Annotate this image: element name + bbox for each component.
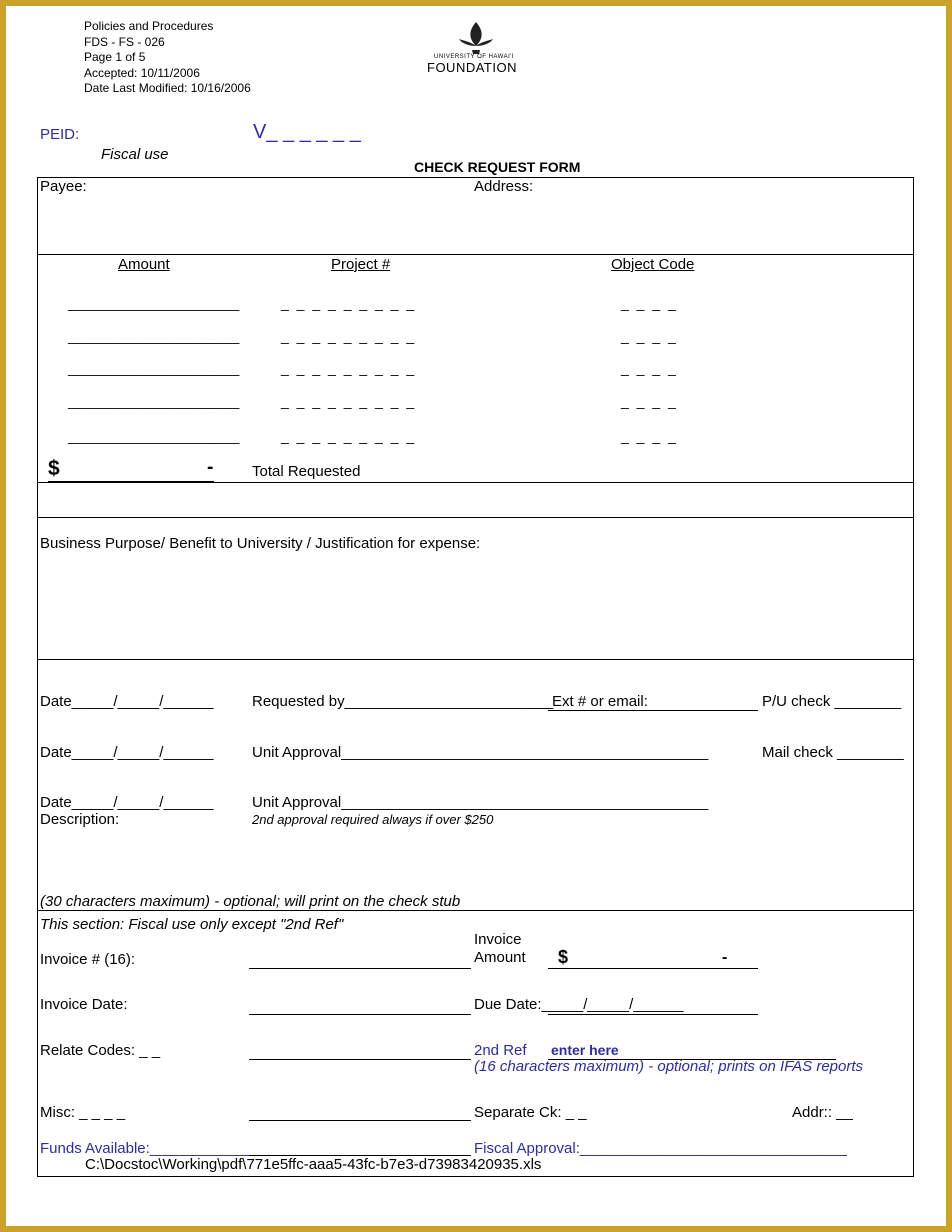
address-label: Address: — [474, 178, 534, 195]
header-line: Date Last Modified: 10/16/2006 — [84, 81, 251, 95]
file-path: C:\Docstoc\Working\pdf\771e5ffc-aaa5-43fc-b7e3-d73983420935.xls — [85, 1156, 542, 1173]
peid-value[interactable]: V_ _ _ _ _ _ — [253, 121, 361, 143]
amount-field[interactable]: ______________________ — [68, 360, 240, 376]
form-page — [6, 6, 946, 1226]
project-header: Project # — [331, 256, 391, 273]
separate-check-field[interactable]: Separate Ck: _ _ — [474, 1104, 587, 1121]
misc-label: Misc: _ _ _ _ — [40, 1104, 126, 1121]
header-line: Policies and Procedures — [84, 19, 214, 33]
divider — [37, 910, 913, 911]
due-date-field[interactable]: Due Date:_____/_____/______ — [474, 996, 684, 1013]
date-field[interactable]: Date_____/_____/______ — [40, 744, 214, 761]
invoice-amount-label: Amount — [474, 949, 526, 966]
header-line: Accepted: 10/11/2006 — [84, 66, 200, 80]
form-title: CHECK REQUEST FORM — [414, 159, 581, 175]
amount-field[interactable]: ______________________ — [68, 428, 240, 444]
project-field[interactable]: _ _ _ _ _ _ _ _ _ — [281, 393, 417, 409]
total-requested-label: Total Requested — [252, 463, 361, 480]
form-frame — [37, 177, 914, 1177]
ext-email-field[interactable] — [548, 710, 758, 711]
foundation-logo-icon — [456, 20, 496, 56]
second-approval-note: 2nd approval required always if over $250 — [252, 812, 494, 827]
object-code-field[interactable]: _ _ _ _ — [621, 360, 678, 376]
due-date-underline — [548, 1014, 758, 1015]
relate-codes-field[interactable] — [249, 1059, 471, 1060]
ref-limit-note: (16 characters maximum) - optional; prints on IFAS reports — [474, 1058, 864, 1075]
divider — [37, 482, 913, 483]
pu-check-field[interactable]: P/U check ________ — [762, 693, 902, 710]
payee-label: Payee: — [40, 178, 87, 195]
object-code-field[interactable]: _ _ _ _ — [621, 428, 678, 444]
logo-small-text: UNIVERSITY OF HAWAI'I — [434, 54, 515, 60]
char-limit-note: (30 characters maximum) - optional; will print on the check stub — [40, 893, 461, 910]
misc-field[interactable] — [249, 1120, 471, 1121]
invoice-date-label: Invoice Date: — [40, 996, 128, 1013]
fiscal-section-note: This section: Fiscal use only except "2nd Ref" — [40, 916, 344, 933]
invoice-dash: - — [722, 949, 728, 966]
header-line: FDS - FS - 026 — [84, 35, 165, 49]
project-field[interactable]: _ _ _ _ _ _ _ _ _ — [281, 328, 417, 344]
fiscal-approval-field[interactable]: Fiscal Approval:________________________________ — [474, 1140, 847, 1157]
object-code-field[interactable]: _ _ _ _ — [621, 393, 678, 409]
date-field[interactable]: Date_____/_____/______ — [40, 794, 214, 811]
description-field[interactable] — [38, 831, 910, 891]
invoice-number-field[interactable] — [249, 968, 471, 969]
date-field[interactable]: Date_____/_____/______ — [40, 693, 214, 710]
invoice-amount-label: Invoice — [474, 931, 522, 948]
fiscal-use-note: Fiscal use — [101, 146, 169, 163]
business-purpose-label: Business Purpose/ Benefit to University / Justification for expense: — [40, 535, 481, 552]
object-code-field[interactable]: _ _ _ _ — [621, 328, 678, 344]
logo-text: FOUNDATION — [427, 60, 517, 75]
invoice-date-field[interactable] — [249, 1014, 471, 1015]
invoice-amount-field[interactable] — [548, 968, 758, 969]
addr-field[interactable]: Addr:: __ — [792, 1104, 853, 1121]
amount-header: Amount — [118, 256, 170, 273]
total-currency: $ — [48, 457, 60, 480]
project-field[interactable]: _ _ _ _ _ _ _ _ _ — [281, 428, 417, 444]
description-label: Description: — [40, 811, 120, 828]
header-line: Page 1 of 5 — [84, 50, 146, 64]
invoice-currency: $ — [558, 947, 569, 967]
relate-codes-label: Relate Codes: _ _ — [40, 1042, 161, 1059]
divider — [37, 517, 913, 518]
second-ref-label: 2nd Ref — [474, 1042, 527, 1059]
amount-field[interactable]: ______________________ — [68, 328, 240, 344]
requested-by-field[interactable]: Requested by_________________________ — [252, 693, 554, 710]
divider — [37, 659, 913, 660]
unit-approval-field[interactable]: Unit Approval____________________________________________ — [252, 744, 709, 761]
mail-check-field[interactable]: Mail check ________ — [762, 744, 904, 761]
second-ref-input[interactable]: enter here — [551, 1042, 619, 1058]
project-field[interactable]: _ _ _ _ _ _ _ _ _ — [281, 295, 417, 311]
invoice-number-label: Invoice # (16): — [40, 951, 136, 968]
amount-field[interactable]: ______________________ — [68, 393, 240, 409]
ext-email-label: Ext # or email: — [552, 693, 648, 710]
object-code-header: Object Code — [611, 256, 695, 273]
divider — [37, 254, 913, 255]
unit-approval-field[interactable]: Unit Approval____________________________________________ — [252, 794, 709, 811]
total-dash: - — [207, 457, 214, 478]
object-code-field[interactable]: _ _ _ _ — [621, 295, 678, 311]
project-field[interactable]: _ _ _ _ _ _ _ _ _ — [281, 360, 417, 376]
business-purpose-field[interactable] — [38, 561, 910, 657]
amount-field[interactable]: ______________________ — [68, 295, 240, 311]
funds-available-field[interactable]: Funds Available:_______________ — [40, 1140, 275, 1157]
peid-label: PEID: — [40, 126, 80, 143]
